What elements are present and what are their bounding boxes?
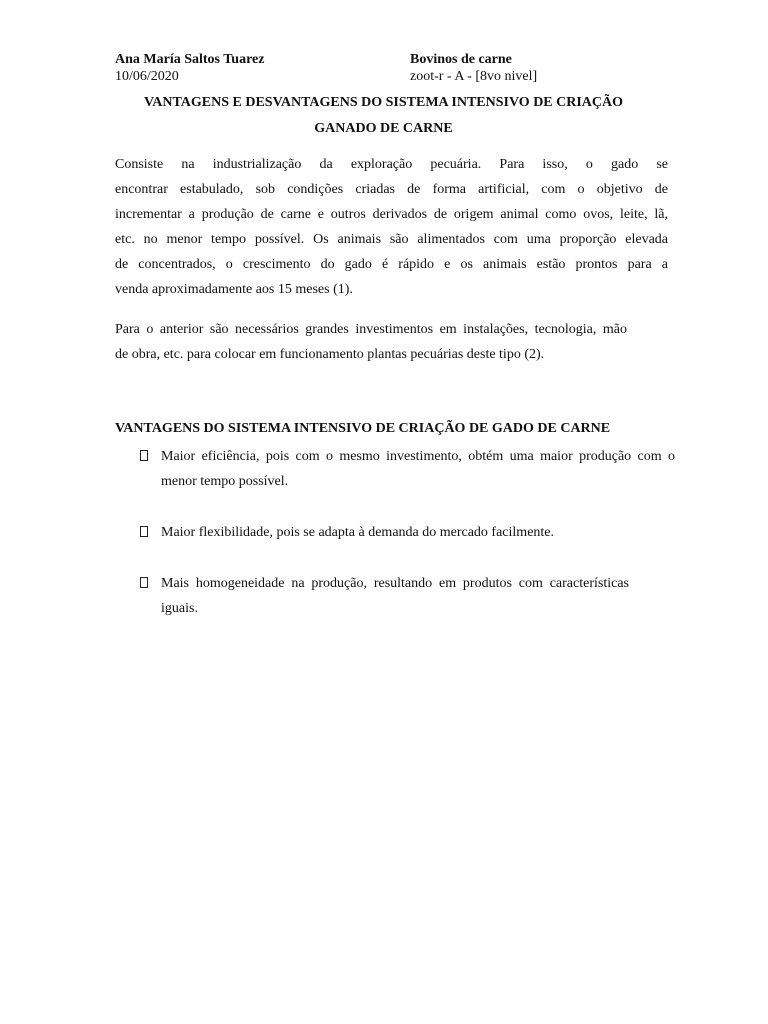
list-item-line: menor tempo possível.	[161, 474, 289, 489]
paragraph-line: incrementar a produção de carne e outros derivados de origem animal como ovos, leite, lã,	[115, 207, 668, 222]
list-item-line: Mais homogeneidade na produção, resultando em produtos com características	[161, 576, 629, 591]
header-left	[115, 51, 264, 85]
document-date: 10/06/2020	[115, 69, 179, 84]
advantages-heading: VANTAGENS DO SISTEMA INTENSIVO DE CRIAÇÃO DE GADO DE CARNE	[115, 421, 611, 436]
document-title-line-2: GANADO DE CARNE	[314, 121, 453, 136]
list-item-line: Maior eficiência, pois com o mesmo investimento, obtém uma maior produção com o	[161, 449, 675, 464]
header-right	[410, 51, 537, 85]
list-item	[140, 444, 680, 494]
investment-paragraph	[115, 317, 675, 367]
subject-name: Bovinos de carne	[410, 52, 512, 67]
list-item	[140, 520, 680, 545]
paragraph-line: Para o anterior são necessários grandes investimentos em instalações, tecnologia, mão	[115, 322, 627, 337]
course-info: zoot-r - A - [8vo nivel]	[410, 69, 538, 84]
checkbox-bullet-icon	[140, 526, 148, 537]
author-name: Ana María Saltos Tuarez	[115, 52, 265, 67]
paragraph-line: de concentrados, o crescimento do gado é rápido e os animais estão prontos para a	[115, 257, 668, 272]
list-item	[140, 571, 680, 621]
list-item-line: iguais.	[161, 601, 198, 616]
paragraph-line: encontrar estabulado, sob condições criadas de forma artificial, com o objetivo de	[115, 182, 668, 197]
document-header	[115, 51, 675, 87]
intro-paragraph	[115, 152, 675, 302]
checkbox-bullet-icon	[140, 577, 148, 588]
document-title-line-1: VANTAGENS E DESVANTAGENS DO SISTEMA INTENSIVO DE CRIAÇÃO	[143, 95, 624, 110]
paragraph-line: de obra, etc. para colocar em funcionamento plantas pecuárias deste tipo (2).	[115, 347, 545, 362]
paragraph-line: venda aproximadamente aos 15 meses (1).	[115, 282, 353, 297]
paragraph-line: etc. no menor tempo possível. Os animais são alimentados com uma proporção elevada	[115, 232, 668, 247]
checkbox-bullet-icon	[140, 450, 148, 461]
advantages-list	[140, 444, 680, 647]
paragraph-line: Consiste na industrialização da exploração pecuária. Para isso, o gado se	[115, 157, 668, 172]
list-item-line: Maior flexibilidade, pois se adapta à demanda do mercado facilmente.	[161, 525, 555, 540]
